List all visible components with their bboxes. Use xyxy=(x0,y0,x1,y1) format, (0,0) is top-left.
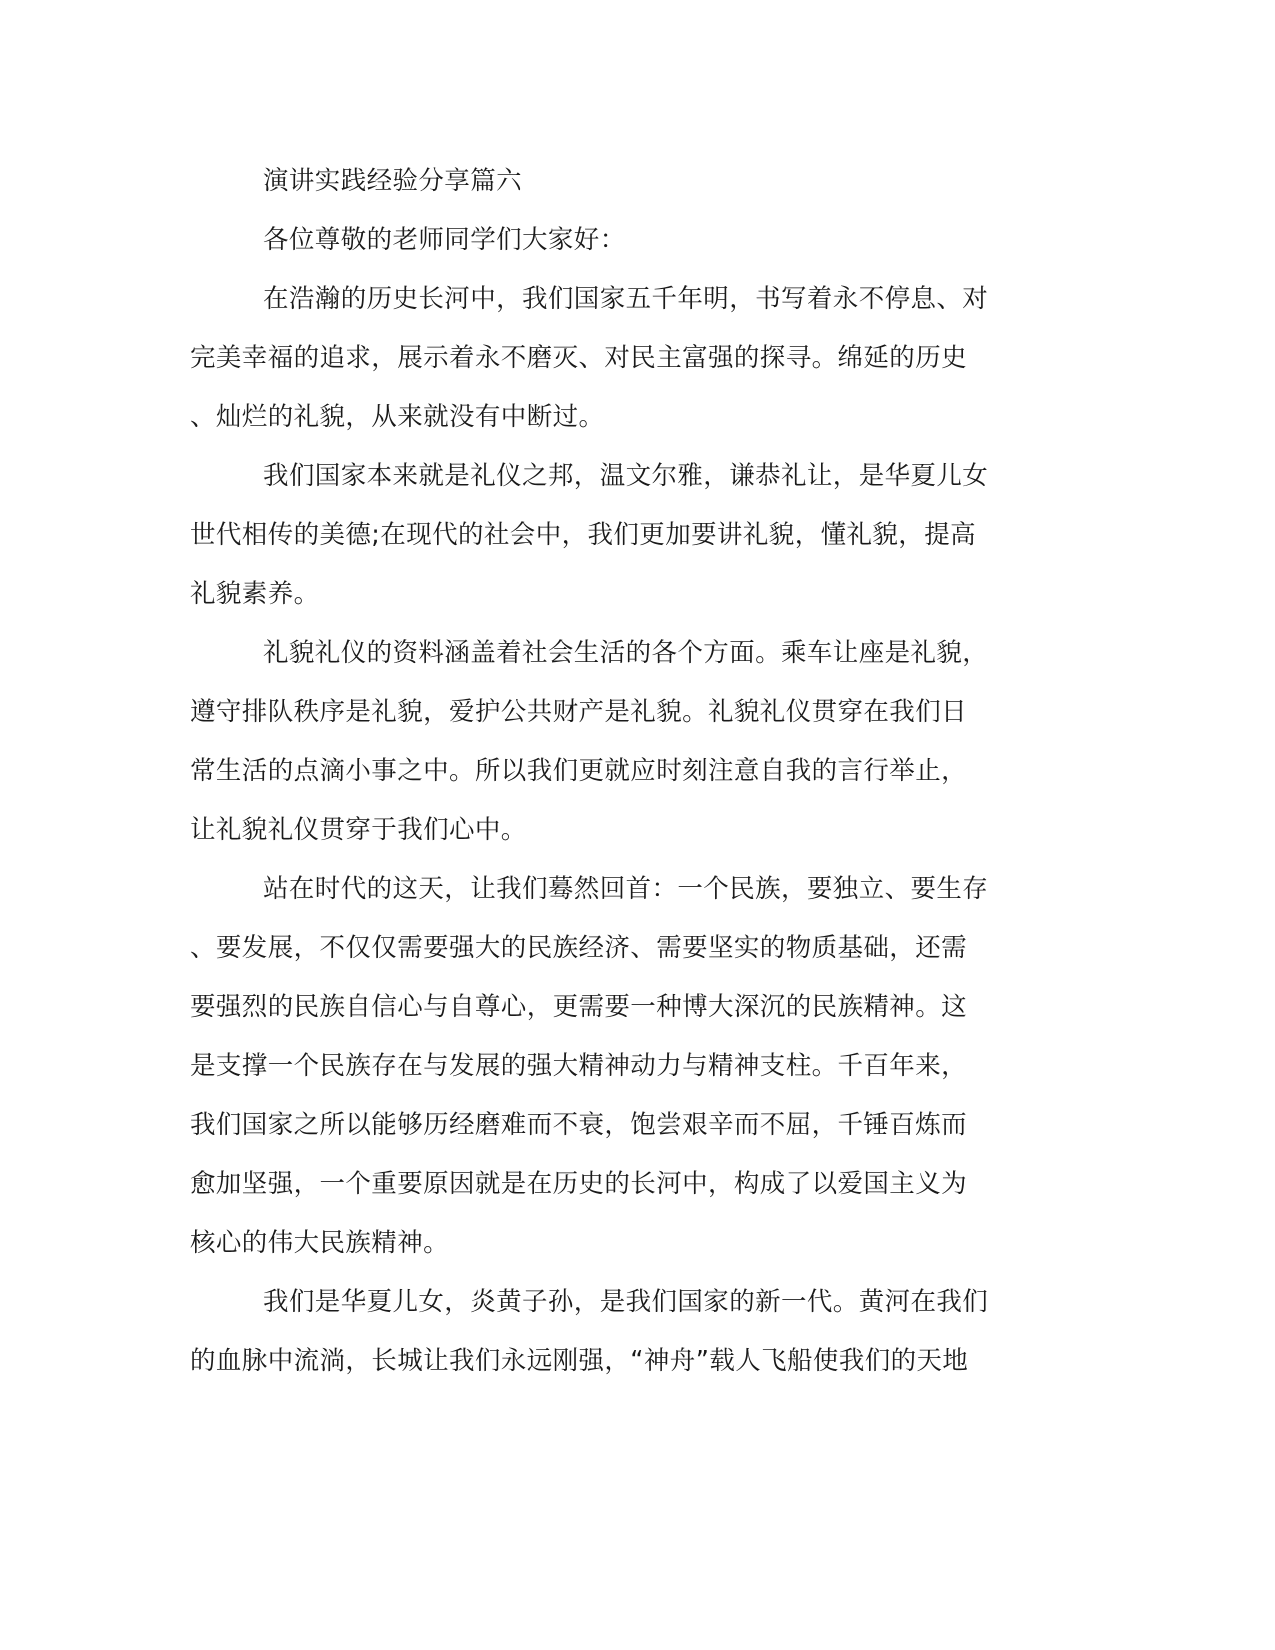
paragraph-1-line-1: 在浩瀚的历史长河中，我们国家五千年明，书写着永不停息、对 xyxy=(263,284,989,314)
paragraph-5-line-2: 的血脉中流淌，长城让我们永远刚强，“神舟”载人飞船使我们的天地 xyxy=(190,1346,969,1376)
paragraph-3-line-1: 礼貌礼仪的资料涵盖着社会生活的各个方面。乘车让座是礼貌， xyxy=(263,638,989,668)
paragraph-4-line-1: 站在时代的这天，让我们蓦然回首：一个民族，要独立、要生存 xyxy=(263,874,989,904)
paragraph-3-line-3: 常生活的点滴小事之中。所以我们更就应时刻注意自我的言行举止， xyxy=(190,756,968,786)
paragraph-2-line-2: 世代相传的美德;在现代的社会中，我们更加要讲礼貌，懂礼貌，提高 xyxy=(190,520,976,550)
paragraph-4-line-3: 要强烈的民族自信心与自尊心，更需要一种博大深沉的民族精神。这 xyxy=(190,992,968,1022)
paragraph-4-line-6: 愈加坚强，一个重要原因就是在历史的长河中，构成了以爱国主义为 xyxy=(190,1169,968,1199)
paragraph-1-line-3: 、灿烂的礼貌，从来就没有中断过。 xyxy=(190,402,605,432)
paragraph-2-line-3: 礼貌素养。 xyxy=(190,579,320,609)
paragraph-1-line-2: 完美幸福的追求，展示着永不磨灭、对民主富强的探寻。绵延的历史 xyxy=(190,343,968,373)
paragraph-2-line-1: 我们国家本来就是礼仪之邦，温文尔雅，谦恭礼让，是华夏儿女 xyxy=(263,461,989,491)
paragraph-3-line-4: 让礼貌礼仪贯穿于我们心中。 xyxy=(190,815,527,845)
paragraph-4-line-4: 是支撑一个民族存在与发展的强大精神动力与精神支柱。千百年来， xyxy=(190,1051,968,1081)
greeting-line: 各位尊敬的老师同学们大家好： xyxy=(263,225,626,255)
paragraph-3-line-2: 遵守排队秩序是礼貌，爱护公共财产是礼貌。礼貌礼仪贯穿在我们日 xyxy=(190,697,968,727)
paragraph-4-line-5: 我们国家之所以能够历经磨难而不衰，饱尝艰辛而不屈，千锤百炼而 xyxy=(190,1110,968,1140)
paragraph-4-line-7: 核心的伟大民族精神。 xyxy=(190,1228,450,1258)
paragraph-5-line-1: 我们是华夏儿女，炎黄子孙，是我们国家的新一代。黄河在我们 xyxy=(263,1287,989,1317)
document-title: 演讲实践经验分享篇六 xyxy=(263,166,523,196)
paragraph-4-line-2: 、要发展，不仅仅需要强大的民族经济、需要坚实的物质基础，还需 xyxy=(190,933,968,963)
